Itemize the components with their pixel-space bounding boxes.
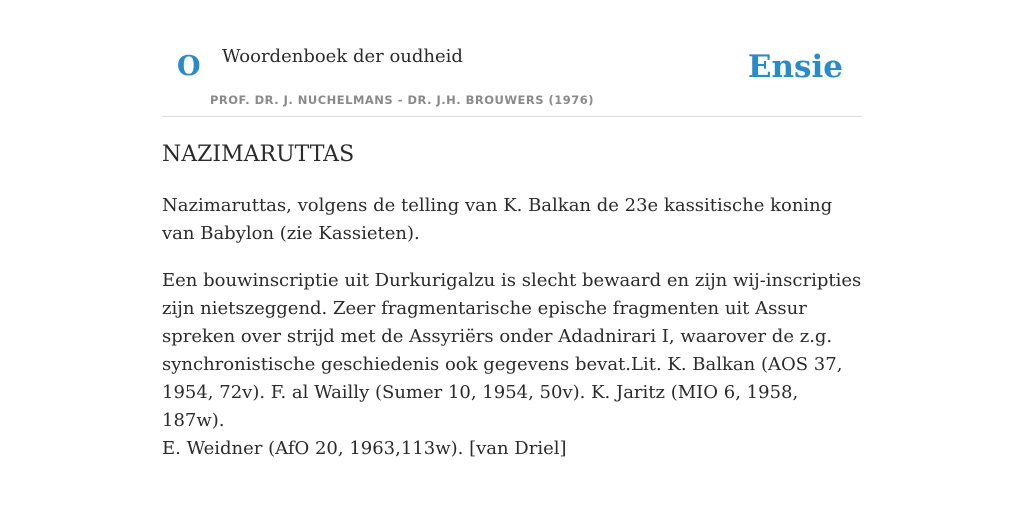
book-title[interactable]: Woordenboek der oudheid bbox=[222, 46, 463, 67]
ensie-logo[interactable]: Ensie bbox=[747, 49, 843, 85]
book-initial-badge: O bbox=[177, 51, 201, 82]
entry-title: NAZIMARUTTAS bbox=[162, 142, 355, 167]
book-header bbox=[162, 0, 862, 117]
book-authors: PROF. DR. J. NUCHELMANS - DR. J.H. BROUWERS (1976) bbox=[210, 93, 595, 107]
page-container bbox=[162, 0, 862, 459]
entry-paragraph-1: Nazimaruttas, volgens de telling van K. Balkan de 23e kassitische koning van Babylon (zie Kassieten). bbox=[162, 195, 833, 244]
entry-paragraph-2: Een bouwinscriptie uit Durkurigalzu is slecht bewaard en zijn wij-inscripties zijn nietszeggend. Zeer fragmentarische epische fragmenten uit Assur spreken over strijd met de Assyriërs onder Adadnirari I, waarover de z.g. synchronistische geschiedenis ook gegevens bevat.Lit. K. Balkan (AOS 37, 1954, 72v). F. al Wailly (Sumer 10, 1954, 50v). K. Jaritz (MIO 6, 1958, 187w). bbox=[162, 270, 862, 431]
entry-paragraph-3: E. Weidner (AfO 20, 1963,113w). [van Driel] bbox=[162, 438, 567, 459]
